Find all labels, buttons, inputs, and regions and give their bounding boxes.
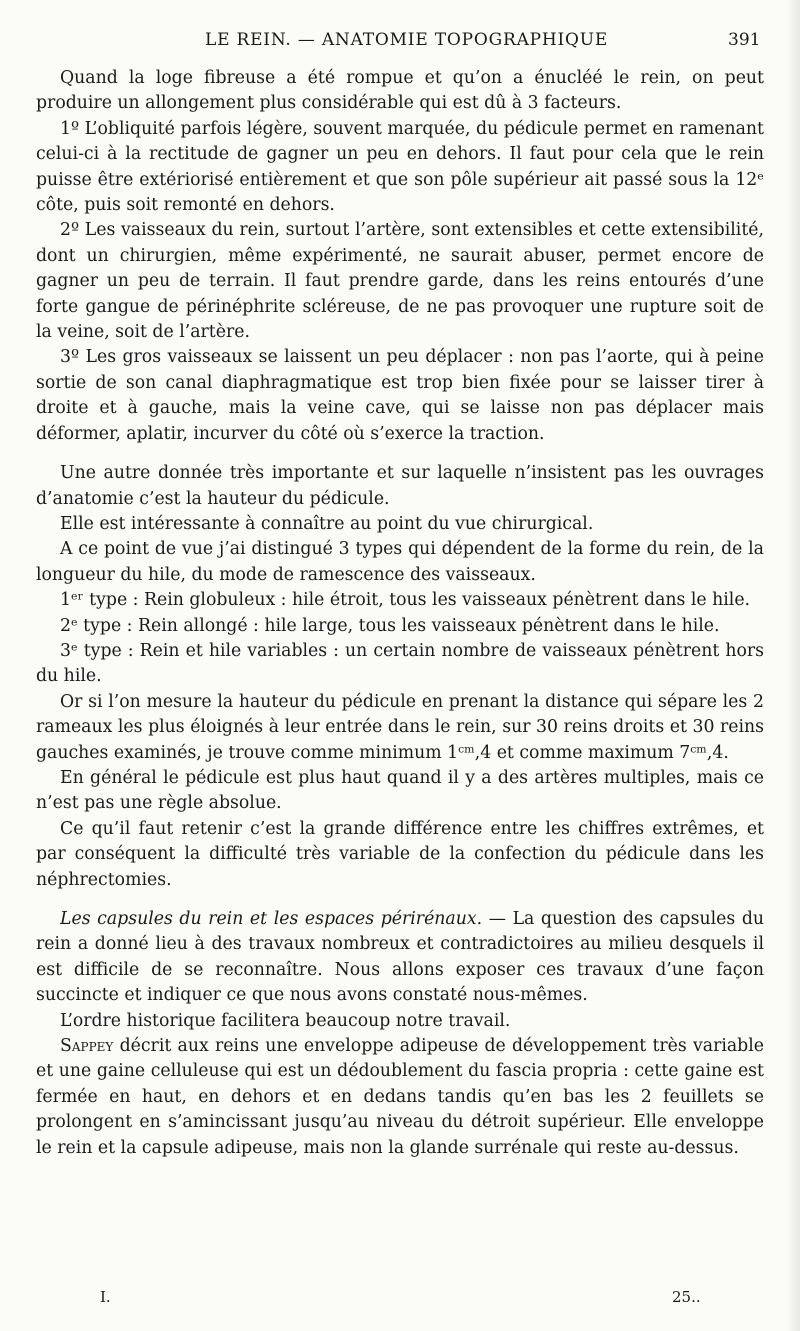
- paragraph: Une autre donnée très importante et sur laquelle n’insistent pas les ouvrages d’anatomie c’est la hauteur du pédicule.: [36, 463, 764, 509]
- sappey-paragraph: [36, 1034, 764, 1161]
- paragraph: 1ᵉʳ type : Rein globuleux : hile étroit, tous les vaisseaux pénètrent dans le hile.: [60, 590, 751, 611]
- section-gap: [36, 447, 764, 461]
- running-header: [0, 30, 800, 54]
- capsules-text: — La question des capsules du rein a donné lieu à des travaux nombreux et contradictoires au milieu desquels il est difficile de se reconnaître. Nous allons exposer ces travaux d’une façon succincte et indiquer ce que nous avons constaté nous-mêmes.: [36, 909, 765, 1006]
- paragraph: A ce point de vue j’ai distingué 3 types qui dépendent de la forme du rein, de la longueur du hile, du mode de ramescence des vaisseaux.: [36, 539, 764, 585]
- page-number: 391: [728, 30, 761, 50]
- running-title: LE REIN. — ANATOMIE TOPOGRAPHIQUE: [205, 30, 609, 50]
- body-text: [36, 66, 764, 1161]
- section-gap: [36, 893, 764, 907]
- section-heading: Les capsules du rein et les espaces périrénaux.: [60, 909, 483, 929]
- sappey-text: décrit aux reins une enveloppe adipeuse de développement très variable et une gaine celluleuse qui est un dédoublement du fascia propria : cette gaine est fermée en haut, en dehors et en dedans tandis qu’en bas les 2 feuillets se prolongent en s’amincissant jusqu’au niveau du détroit supérieur. Elle enveloppe le rein et la capsule adipeuse, mais non la glande surrénale qui reste au-dessus.: [36, 1036, 764, 1158]
- paragraph: 3º Les gros vaisseaux se laissent un peu déplacer : non pas l’aorte, qui à peine sortie de son canal diaphragmatique est trop bien fixée pour se laisser tirer à droite et à gauche, mais la veine cave, qui se laisse non pas déplacer mais déformer, aplatir, incurver du côté où s’exerce la traction.: [36, 347, 764, 444]
- sheet-number: 25..: [672, 1288, 701, 1306]
- paragraph: 3ᵉ type : Rein et hile variables : un certain nombre de vaisseaux pénètrent hors du hile.: [36, 640, 764, 687]
- page-edge-shadow: [786, 0, 800, 1331]
- paragraph: En général le pédicule est plus haut quand il y a des artères multiples, mais ce n’est pas une règle absolue.: [36, 767, 764, 814]
- signature-mark: I.: [100, 1288, 111, 1306]
- paragraph: 2ᵉ type : Rein allongé : hile large, tous les vaisseaux pénètrent dans le hile.: [60, 615, 720, 636]
- paragraph: Ce qu’il faut retenir c’est la grande différence entre les chiffres extrêmes, et par conséquent la difficulté très variable de la confection du pédicule dans les néphrectomies.: [36, 818, 764, 890]
- paragraph: Quand la loge fibreuse a été rompue et qu’on a énucléé le rein, on peut produire un allongement plus considérable qui est dû à 3 facteurs.: [36, 68, 764, 114]
- paragraph: 1º L’obliquité parfois légère, souvent marquée, du pédicule permet en ramenant celui-ci à la rectitude de gagner un peu en dehors. Il faut pour cela que le rein puisse être extériorisé entièrement et que son pôle supérieur ait passé sous la 12ᵉ côte, puis soit remonté en dehors.: [36, 118, 764, 216]
- paragraph: Elle est intéressante à connaître au point du vue chirurgical.: [60, 513, 594, 534]
- page-footer: [0, 1288, 800, 1312]
- author-name: Sappey: [60, 1036, 114, 1057]
- paragraph: 2º Les vaisseaux du rein, surtout l’artère, sont extensibles et cette extensibilité, dont un chirurgien, même expérimenté, ne saurait abuser, permet encore de gagner un peu de terrain. Il faut prendre garde, dans les reins entourés d’une forte gangue de périnéphrite scléreuse, de ne pas provoquer une rupture soit de la veine, soit de l’artère.: [36, 220, 764, 343]
- paragraph: Or si l’on mesure la hauteur du pédicule en prenant la distance qui sépare les 2 rameaux les plus éloignés à leur entrée dans le rein, sur 30 reins droits et 30 reins gauches examinés, je trouve comme minimum 1ᶜᵐ,4 et comme maximum 7ᶜᵐ,4.: [36, 691, 764, 763]
- capsules-paragraph: [36, 907, 764, 1009]
- paragraph: L’ordre historique facilitera beaucoup notre travail.: [60, 1010, 511, 1031]
